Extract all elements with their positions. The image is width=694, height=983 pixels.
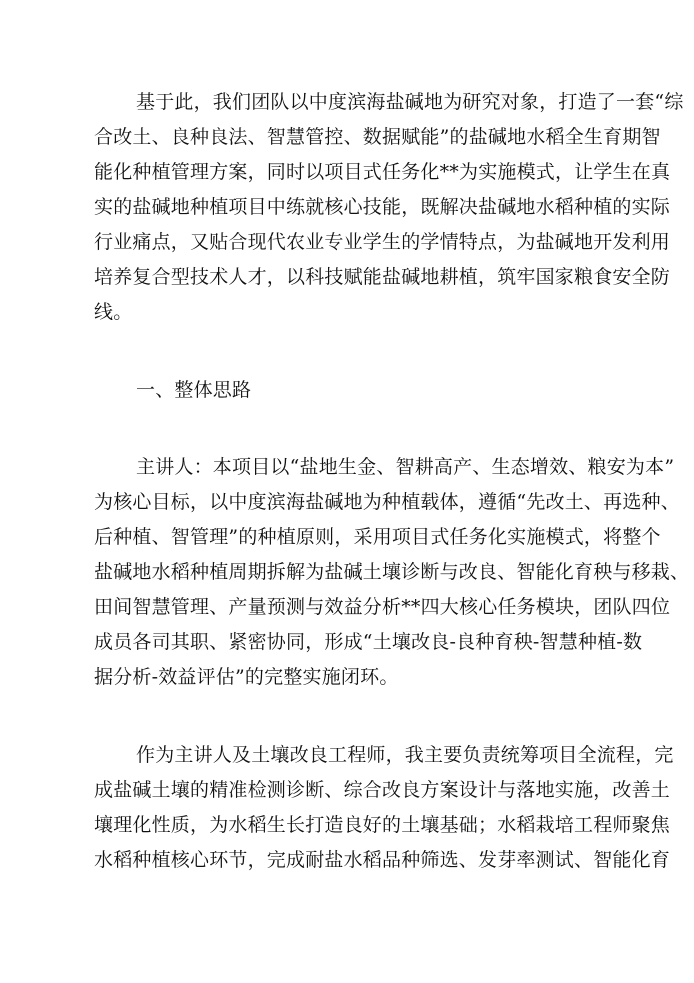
paragraph-1-line-4: 实的盐碱地种植项目中练就核心技能，既解决盐碱地水稻种植的实际	[94, 196, 671, 218]
paragraph-2-line-6: 成员各司其职、紧密协同，形成“土壤改良-良种育秧-智慧种植-数	[94, 631, 643, 653]
paragraph-2-line-1: 主讲人：本项目以“盐地生金、智耕高产、生态增效、粮安为本”	[136, 456, 675, 478]
paragraph-3-line-2: 成盐碱土壤的精准检测诊断、综合改良方案设计与落地实施，改善土	[94, 779, 671, 801]
paragraph-1-line-2: 合改土、良种良法、智慧管控、数据赋能”的盐碱地水稻全生育期智	[94, 126, 661, 148]
paragraph-2-line-7: 据分析-效益评估”的完整实施闭环。	[94, 666, 399, 688]
paragraph-2-line-4: 盐碱地水稻种植周期拆解为盐碱土壤诊断与改良、智能化育秧与移栽、	[94, 561, 690, 583]
paragraph-1-line-7: 线。	[94, 301, 133, 323]
paragraph-3-line-4: 水稻种植核心环节，完成耐盐水稻品种筛选、发芽率测试、智能化育	[94, 849, 671, 871]
paragraph-2-line-2: 为核心目标，以中度滨海盐碱地为种植载体，遵循“先改土、再选种、	[94, 491, 680, 513]
paragraph-1-line-3: 能化种植管理方案，同时以项目式任务化**为实施模式，让学生在真	[94, 161, 671, 183]
paragraph-2-line-5: 田间智慧管理、产量预测与效益分析**四大核心任务模块，团队四位	[94, 596, 671, 618]
paragraph-1-line-1: 基于此，我们团队以中度滨海盐碱地为研究对象，打造了一套“综	[136, 91, 684, 113]
section-heading: 一、整体思路	[136, 379, 252, 401]
paragraph-2-line-3: 后种植、智管理”的种植原则，采用项目式任务化实施模式，将整个	[94, 526, 661, 548]
paragraph-3-line-3: 壤理化性质，为水稻生长打造良好的土壤基础；水稻栽培工程师聚焦	[94, 814, 671, 836]
paragraph-1-line-6: 培养复合型技术人才，以科技赋能盐碱地耕植，筑牢国家粮食安全防	[94, 266, 671, 288]
paragraph-1-line-5: 行业痛点，又贴合现代农业专业学生的学情特点，为盐碱地开发利用	[94, 231, 671, 253]
paragraph-3-line-1: 作为主讲人及土壤改良工程师，我主要负责统筹项目全流程，完	[136, 744, 674, 766]
